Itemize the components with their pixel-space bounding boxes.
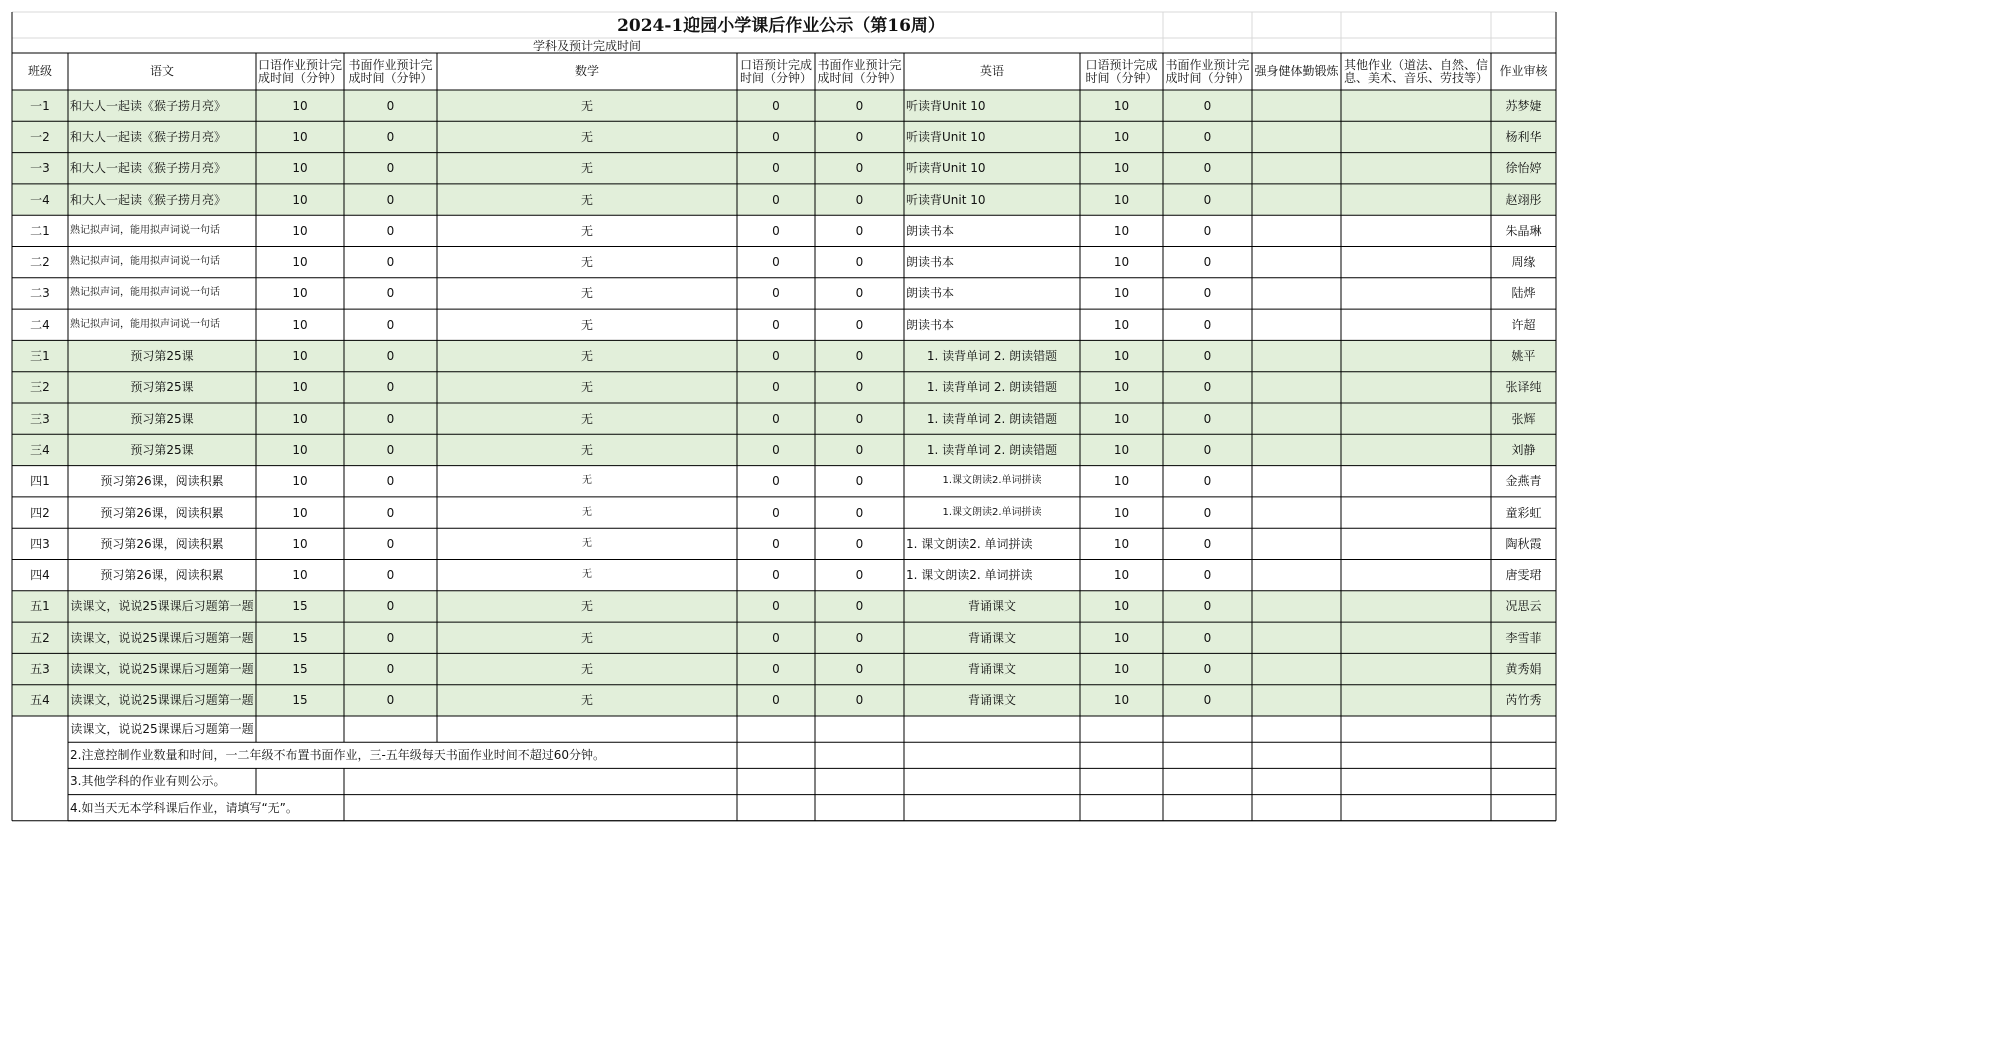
chinese-homework-cell[interactable]: 和大人一起读《猴子捞月亮》 bbox=[70, 161, 227, 176]
english-homework-cell[interactable]: 1. 读背单词 2. 朗读错题 bbox=[926, 442, 1058, 457]
english-written-time-cell[interactable]: 0 bbox=[1203, 568, 1212, 583]
english-homework-cell[interactable]: 1.课文朗读2.单词拼读 bbox=[942, 506, 1042, 518]
english-homework-cell[interactable]: 听读背Unit 10 bbox=[906, 192, 986, 207]
exercise-cell[interactable] bbox=[1252, 497, 1341, 528]
chinese-oral-time-cell[interactable]: 10 bbox=[292, 192, 308, 207]
math-oral-time-cell[interactable]: 0 bbox=[772, 662, 780, 677]
other-homework-cell[interactable] bbox=[1341, 560, 1491, 591]
english-written-time-cell[interactable]: 0 bbox=[1203, 599, 1212, 614]
header-chinese-written-time[interactable]: 书面作业预计完成时间（分钟） bbox=[348, 57, 433, 85]
english-homework-cell[interactable]: 背诵课文 bbox=[967, 599, 1016, 614]
other-homework-cell[interactable] bbox=[1341, 434, 1491, 465]
reviewer-cell[interactable]: 许超 bbox=[1511, 317, 1536, 332]
note-4[interactable]: 4.如当天无本学科课后作业，请填写“无”。 bbox=[70, 800, 298, 815]
exercise-cell[interactable] bbox=[1252, 121, 1341, 152]
chinese-homework-cell[interactable]: 预习第25课 bbox=[130, 380, 194, 395]
class-cell[interactable]: 一1 bbox=[30, 98, 50, 113]
class-cell[interactable]: 二1 bbox=[30, 223, 50, 238]
chinese-homework-cell[interactable]: 预习第25课 bbox=[130, 442, 194, 457]
chinese-written-time-cell[interactable]: 0 bbox=[386, 474, 395, 489]
class-cell[interactable]: 一3 bbox=[30, 161, 50, 176]
english-written-time-cell[interactable]: 0 bbox=[1203, 536, 1212, 551]
chinese-homework-cell[interactable]: 熟记拟声词，能用拟声词说一句话 bbox=[70, 318, 220, 330]
header-exercise[interactable]: 强身健体勤锻炼 bbox=[1254, 64, 1339, 78]
math-oral-time-cell[interactable]: 0 bbox=[772, 317, 780, 332]
math-oral-time-cell[interactable]: 0 bbox=[772, 255, 780, 270]
class-cell[interactable]: 二3 bbox=[30, 286, 50, 301]
chinese-homework-cell[interactable]: 和大人一起读《猴子捞月亮》 bbox=[70, 129, 227, 144]
chinese-written-time-cell[interactable]: 0 bbox=[386, 349, 395, 364]
chinese-oral-time-cell[interactable]: 10 bbox=[292, 129, 308, 144]
chinese-oral-time-cell[interactable]: 10 bbox=[292, 286, 308, 301]
header-math-oral-time[interactable]: 口语预计完成时间（分钟） bbox=[739, 57, 812, 85]
math-homework-cell[interactable]: 无 bbox=[580, 442, 593, 457]
math-homework-cell[interactable]: 无 bbox=[580, 286, 593, 301]
math-homework-cell[interactable]: 无 bbox=[580, 599, 593, 614]
reviewer-cell[interactable]: 苏梦婕 bbox=[1505, 98, 1542, 113]
exercise-cell[interactable] bbox=[1252, 340, 1341, 371]
class-cell[interactable]: 五1 bbox=[30, 599, 50, 614]
class-cell[interactable]: 四4 bbox=[30, 568, 50, 583]
math-written-time-cell[interactable]: 0 bbox=[855, 380, 864, 395]
english-homework-cell[interactable]: 1.课文朗读2.单词拼读 bbox=[942, 475, 1042, 487]
chinese-homework-cell[interactable]: 读课文，说说25课课后习题第一题 bbox=[70, 693, 254, 708]
math-oral-time-cell[interactable]: 0 bbox=[772, 630, 780, 645]
reviewer-cell[interactable]: 陆烨 bbox=[1511, 286, 1536, 301]
other-homework-cell[interactable] bbox=[1341, 466, 1491, 497]
reviewer-cell[interactable]: 张辉 bbox=[1511, 411, 1536, 426]
math-homework-cell[interactable]: 无 bbox=[580, 693, 593, 708]
math-written-time-cell[interactable]: 0 bbox=[855, 630, 864, 645]
note-2[interactable]: 2.注意控制作业数量和时间，一二年级不布置书面作业，三-五年级每天书面作业时间不超过60分钟。 bbox=[70, 748, 606, 763]
english-oral-time-cell[interactable]: 10 bbox=[1113, 474, 1130, 489]
class-cell[interactable]: 一4 bbox=[30, 192, 50, 207]
english-oral-time-cell[interactable]: 10 bbox=[1113, 98, 1130, 113]
math-written-time-cell[interactable]: 0 bbox=[855, 286, 864, 301]
chinese-homework-cell[interactable]: 预习第26课，阅读积累 bbox=[100, 568, 224, 583]
other-homework-cell[interactable] bbox=[1341, 153, 1491, 184]
english-oral-time-cell[interactable]: 10 bbox=[1113, 380, 1130, 395]
math-homework-cell[interactable]: 无 bbox=[582, 475, 592, 487]
math-homework-cell[interactable]: 无 bbox=[580, 255, 593, 270]
chinese-homework-cell[interactable]: 和大人一起读《猴子捞月亮》 bbox=[70, 98, 227, 113]
reviewer-cell[interactable]: 金燕青 bbox=[1505, 474, 1542, 489]
reviewer-cell[interactable]: 刘静 bbox=[1511, 442, 1536, 457]
reviewer-cell[interactable]: 黄秀娟 bbox=[1505, 662, 1542, 677]
class-cell[interactable]: 五2 bbox=[30, 630, 50, 645]
math-oral-time-cell[interactable]: 0 bbox=[772, 286, 780, 301]
english-homework-cell[interactable]: 听读背Unit 10 bbox=[906, 161, 986, 176]
other-homework-cell[interactable] bbox=[1341, 278, 1491, 309]
english-homework-cell[interactable]: 1. 读背单词 2. 朗读错题 bbox=[926, 411, 1058, 426]
english-oral-time-cell[interactable]: 10 bbox=[1113, 349, 1130, 364]
english-homework-cell[interactable]: 朗读书本 bbox=[906, 223, 955, 238]
math-written-time-cell[interactable]: 0 bbox=[855, 223, 864, 238]
math-homework-cell[interactable]: 无 bbox=[580, 411, 593, 426]
other-homework-cell[interactable] bbox=[1341, 685, 1491, 716]
chinese-oral-time-cell[interactable]: 10 bbox=[292, 411, 308, 426]
class-cell[interactable]: 五4 bbox=[30, 693, 50, 708]
chinese-oral-time-cell[interactable]: 10 bbox=[292, 505, 308, 520]
english-oral-time-cell[interactable]: 10 bbox=[1113, 129, 1130, 144]
chinese-written-time-cell[interactable]: 0 bbox=[386, 223, 395, 238]
english-oral-time-cell[interactable]: 10 bbox=[1113, 505, 1130, 520]
english-written-time-cell[interactable]: 0 bbox=[1203, 286, 1212, 301]
chinese-oral-time-cell[interactable]: 10 bbox=[292, 568, 308, 583]
english-homework-cell[interactable]: 听读背Unit 10 bbox=[906, 98, 986, 113]
math-homework-cell[interactable]: 无 bbox=[580, 380, 593, 395]
english-written-time-cell[interactable]: 0 bbox=[1203, 223, 1212, 238]
english-written-time-cell[interactable]: 0 bbox=[1203, 630, 1212, 645]
reviewer-cell[interactable]: 杨利华 bbox=[1505, 129, 1542, 144]
header-english-oral-time[interactable]: 口语预计完成时间（分钟） bbox=[1085, 57, 1158, 85]
chinese-written-time-cell[interactable]: 0 bbox=[386, 317, 395, 332]
class-cell[interactable]: 二4 bbox=[30, 317, 50, 332]
other-homework-cell[interactable] bbox=[1341, 528, 1491, 559]
english-written-time-cell[interactable]: 0 bbox=[1203, 255, 1212, 270]
math-homework-cell[interactable]: 无 bbox=[580, 223, 593, 238]
math-written-time-cell[interactable]: 0 bbox=[855, 161, 864, 176]
exercise-cell[interactable] bbox=[1252, 372, 1341, 403]
other-homework-cell[interactable] bbox=[1341, 247, 1491, 278]
chinese-homework-cell[interactable]: 熟记拟声词，能用拟声词说一句话 bbox=[70, 256, 220, 268]
header-other-homework[interactable]: 其他作业（道法、自然、信息、美术、音乐、劳技等） bbox=[1343, 57, 1488, 85]
header-english[interactable]: 英语 bbox=[979, 64, 1004, 78]
math-written-time-cell[interactable]: 0 bbox=[855, 599, 864, 614]
chinese-oral-time-cell[interactable]: 15 bbox=[292, 662, 308, 677]
chinese-written-time-cell[interactable]: 0 bbox=[386, 693, 395, 708]
chinese-written-time-cell[interactable]: 0 bbox=[386, 380, 395, 395]
header-reviewer[interactable]: 作业审核 bbox=[1499, 64, 1548, 78]
reviewer-cell[interactable]: 赵翊彤 bbox=[1505, 192, 1542, 207]
other-homework-cell[interactable] bbox=[1341, 372, 1491, 403]
math-written-time-cell[interactable]: 0 bbox=[855, 505, 864, 520]
other-homework-cell[interactable] bbox=[1341, 403, 1491, 434]
reviewer-cell[interactable]: 朱晶琳 bbox=[1505, 223, 1542, 238]
exercise-cell[interactable] bbox=[1252, 90, 1341, 121]
other-homework-cell[interactable] bbox=[1341, 340, 1491, 371]
english-written-time-cell[interactable]: 0 bbox=[1203, 505, 1212, 520]
math-homework-cell[interactable]: 无 bbox=[580, 662, 593, 677]
exercise-cell[interactable] bbox=[1252, 591, 1341, 622]
math-written-time-cell[interactable]: 0 bbox=[855, 474, 864, 489]
class-cell[interactable]: 四2 bbox=[30, 505, 50, 520]
math-homework-cell[interactable]: 无 bbox=[580, 349, 593, 364]
math-oral-time-cell[interactable]: 0 bbox=[772, 411, 780, 426]
math-oral-time-cell[interactable]: 0 bbox=[772, 442, 780, 457]
math-written-time-cell[interactable]: 0 bbox=[855, 129, 864, 144]
reviewer-cell[interactable]: 张译纯 bbox=[1505, 380, 1542, 395]
chinese-written-time-cell[interactable]: 0 bbox=[386, 536, 395, 551]
english-oral-time-cell[interactable]: 10 bbox=[1113, 317, 1130, 332]
chinese-oral-time-cell[interactable]: 10 bbox=[292, 536, 308, 551]
math-written-time-cell[interactable]: 0 bbox=[855, 317, 864, 332]
chinese-oral-time-cell[interactable]: 10 bbox=[292, 98, 308, 113]
header-english-written-time[interactable]: 书面作业预计完成时间（分钟） bbox=[1165, 57, 1250, 85]
reviewer-cell[interactable]: 陶秋霞 bbox=[1505, 536, 1542, 551]
chinese-homework-cell[interactable]: 预习第25课 bbox=[130, 349, 194, 364]
class-cell[interactable]: 二2 bbox=[30, 255, 50, 270]
chinese-written-time-cell[interactable]: 0 bbox=[386, 161, 395, 176]
exercise-cell[interactable] bbox=[1252, 309, 1341, 340]
chinese-oral-time-cell[interactable]: 15 bbox=[292, 599, 308, 614]
exercise-cell[interactable] bbox=[1252, 685, 1341, 716]
english-homework-cell[interactable]: 朗读书本 bbox=[906, 317, 955, 332]
chinese-homework-cell[interactable]: 预习第26课，阅读积累 bbox=[100, 505, 224, 520]
english-oral-time-cell[interactable]: 10 bbox=[1113, 630, 1130, 645]
chinese-written-time-cell[interactable]: 0 bbox=[386, 192, 395, 207]
math-oral-time-cell[interactable]: 0 bbox=[772, 223, 780, 238]
class-cell[interactable]: 三3 bbox=[30, 411, 50, 426]
reviewer-cell[interactable]: 徐怡婷 bbox=[1505, 161, 1542, 176]
english-written-time-cell[interactable]: 0 bbox=[1203, 411, 1212, 426]
math-oral-time-cell[interactable]: 0 bbox=[772, 474, 780, 489]
chinese-oral-time-cell[interactable]: 10 bbox=[292, 442, 308, 457]
english-written-time-cell[interactable]: 0 bbox=[1203, 129, 1212, 144]
exercise-cell[interactable] bbox=[1252, 622, 1341, 653]
math-oral-time-cell[interactable]: 0 bbox=[772, 129, 780, 144]
english-homework-cell[interactable]: 背诵课文 bbox=[967, 630, 1016, 645]
english-written-time-cell[interactable]: 0 bbox=[1203, 192, 1212, 207]
english-homework-cell[interactable]: 朗读书本 bbox=[906, 286, 955, 301]
math-oral-time-cell[interactable]: 0 bbox=[772, 568, 780, 583]
class-cell[interactable]: 三2 bbox=[30, 380, 50, 395]
math-homework-cell[interactable]: 无 bbox=[580, 161, 593, 176]
english-homework-cell[interactable]: 1. 课文朗读2. 单词拼读 bbox=[906, 568, 1033, 583]
english-written-time-cell[interactable]: 0 bbox=[1203, 317, 1212, 332]
english-written-time-cell[interactable]: 0 bbox=[1203, 349, 1212, 364]
header-chinese-oral-time[interactable]: 口语作业预计完成时间（分钟） bbox=[257, 57, 342, 85]
math-homework-cell[interactable]: 无 bbox=[580, 98, 593, 113]
exercise-cell[interactable] bbox=[1252, 247, 1341, 278]
math-written-time-cell[interactable]: 0 bbox=[855, 411, 864, 426]
math-oral-time-cell[interactable]: 0 bbox=[772, 98, 780, 113]
english-homework-cell[interactable]: 背诵课文 bbox=[967, 693, 1016, 708]
math-written-time-cell[interactable]: 0 bbox=[855, 98, 864, 113]
math-homework-cell[interactable]: 无 bbox=[582, 569, 592, 581]
note-1[interactable]: 读课文，说说25课课后习题第一题 bbox=[70, 722, 254, 737]
class-cell[interactable]: 三4 bbox=[30, 442, 50, 457]
chinese-written-time-cell[interactable]: 0 bbox=[386, 662, 395, 677]
chinese-written-time-cell[interactable]: 0 bbox=[386, 442, 395, 457]
english-homework-cell[interactable]: 朗读书本 bbox=[906, 255, 955, 270]
chinese-oral-time-cell[interactable]: 15 bbox=[292, 693, 308, 708]
english-oral-time-cell[interactable]: 10 bbox=[1113, 536, 1130, 551]
reviewer-cell[interactable]: 童彩虹 bbox=[1505, 505, 1542, 520]
english-homework-cell[interactable]: 听读背Unit 10 bbox=[906, 129, 986, 144]
math-oral-time-cell[interactable]: 0 bbox=[772, 693, 780, 708]
exercise-cell[interactable] bbox=[1252, 466, 1341, 497]
reviewer-cell[interactable]: 芮竹秀 bbox=[1505, 693, 1542, 708]
math-oral-time-cell[interactable]: 0 bbox=[772, 380, 780, 395]
math-oral-time-cell[interactable]: 0 bbox=[772, 192, 780, 207]
chinese-homework-cell[interactable]: 读课文，说说25课课后习题第一题 bbox=[70, 599, 254, 614]
exercise-cell[interactable] bbox=[1252, 153, 1341, 184]
other-homework-cell[interactable] bbox=[1341, 90, 1491, 121]
chinese-written-time-cell[interactable]: 0 bbox=[386, 286, 395, 301]
math-written-time-cell[interactable]: 0 bbox=[855, 693, 864, 708]
english-oral-time-cell[interactable]: 10 bbox=[1113, 442, 1130, 457]
english-oral-time-cell[interactable]: 10 bbox=[1113, 223, 1130, 238]
math-written-time-cell[interactable]: 0 bbox=[855, 662, 864, 677]
exercise-cell[interactable] bbox=[1252, 278, 1341, 309]
other-homework-cell[interactable] bbox=[1341, 184, 1491, 215]
reviewer-cell[interactable]: 周缘 bbox=[1511, 255, 1536, 270]
chinese-homework-cell[interactable]: 和大人一起读《猴子捞月亮》 bbox=[70, 192, 227, 207]
english-homework-cell[interactable]: 1. 读背单词 2. 朗读错题 bbox=[926, 349, 1058, 364]
other-homework-cell[interactable] bbox=[1341, 309, 1491, 340]
chinese-homework-cell[interactable]: 熟记拟声词，能用拟声词说一句话 bbox=[70, 224, 220, 236]
english-written-time-cell[interactable]: 0 bbox=[1203, 442, 1212, 457]
english-written-time-cell[interactable]: 0 bbox=[1203, 161, 1212, 176]
class-cell[interactable]: 五3 bbox=[30, 662, 50, 677]
chinese-homework-cell[interactable]: 读课文，说说25课课后习题第一题 bbox=[70, 662, 254, 677]
math-written-time-cell[interactable]: 0 bbox=[855, 536, 864, 551]
exercise-cell[interactable] bbox=[1252, 403, 1341, 434]
math-written-time-cell[interactable]: 0 bbox=[855, 255, 864, 270]
math-homework-cell[interactable]: 无 bbox=[580, 192, 593, 207]
english-oral-time-cell[interactable]: 10 bbox=[1113, 662, 1130, 677]
sheet-subtitle: 学科及预计完成时间 bbox=[532, 38, 641, 53]
note-3[interactable]: 3.其他学科的作业有则公示。 bbox=[70, 774, 226, 789]
english-homework-cell[interactable]: 1. 读背单词 2. 朗读错题 bbox=[926, 380, 1058, 395]
math-homework-cell[interactable]: 无 bbox=[582, 506, 592, 518]
other-homework-cell[interactable] bbox=[1341, 215, 1491, 246]
english-oral-time-cell[interactable]: 10 bbox=[1113, 192, 1130, 207]
chinese-oral-time-cell[interactable]: 15 bbox=[292, 630, 308, 645]
chinese-written-time-cell[interactable]: 0 bbox=[386, 599, 395, 614]
english-oral-time-cell[interactable]: 10 bbox=[1113, 568, 1130, 583]
english-oral-time-cell[interactable]: 10 bbox=[1113, 599, 1130, 614]
chinese-written-time-cell[interactable]: 0 bbox=[386, 129, 395, 144]
english-written-time-cell[interactable]: 0 bbox=[1203, 474, 1212, 489]
other-homework-cell[interactable] bbox=[1341, 622, 1491, 653]
chinese-written-time-cell[interactable]: 0 bbox=[386, 568, 395, 583]
chinese-oral-time-cell[interactable]: 10 bbox=[292, 380, 308, 395]
chinese-oral-time-cell[interactable]: 10 bbox=[292, 349, 308, 364]
chinese-homework-cell[interactable]: 预习第25课 bbox=[130, 411, 194, 426]
reviewer-cell[interactable]: 李雪菲 bbox=[1505, 630, 1542, 645]
english-oral-time-cell[interactable]: 10 bbox=[1113, 255, 1130, 270]
header-math-written-time[interactable]: 书面作业预计完成时间（分钟） bbox=[817, 57, 902, 85]
english-homework-cell[interactable]: 背诵课文 bbox=[967, 662, 1016, 677]
math-oral-time-cell[interactable]: 0 bbox=[772, 536, 780, 551]
chinese-homework-cell[interactable]: 读课文，说说25课课后习题第一题 bbox=[70, 630, 254, 645]
other-homework-cell[interactable] bbox=[1341, 121, 1491, 152]
english-oral-time-cell[interactable]: 10 bbox=[1113, 286, 1130, 301]
math-written-time-cell[interactable]: 0 bbox=[855, 442, 864, 457]
english-written-time-cell[interactable]: 0 bbox=[1203, 98, 1212, 113]
other-homework-cell[interactable] bbox=[1341, 497, 1491, 528]
reviewer-cell[interactable]: 唐雯珺 bbox=[1505, 568, 1542, 583]
exercise-cell[interactable] bbox=[1252, 528, 1341, 559]
reviewer-cell[interactable]: 姚平 bbox=[1511, 349, 1536, 364]
exercise-cell[interactable] bbox=[1252, 215, 1341, 246]
english-oral-time-cell[interactable]: 10 bbox=[1113, 411, 1130, 426]
exercise-cell[interactable] bbox=[1252, 560, 1341, 591]
english-oral-time-cell[interactable]: 10 bbox=[1113, 161, 1130, 176]
english-oral-time-cell[interactable]: 10 bbox=[1113, 693, 1130, 708]
math-homework-cell[interactable]: 无 bbox=[580, 317, 593, 332]
sheet-title: 2024-1迎园小学课后作业公示（第16周） bbox=[617, 16, 945, 36]
header-chinese[interactable]: 语文 bbox=[149, 64, 174, 78]
math-written-time-cell[interactable]: 0 bbox=[855, 349, 864, 364]
math-homework-cell[interactable]: 无 bbox=[580, 129, 593, 144]
english-written-time-cell[interactable]: 0 bbox=[1203, 662, 1212, 677]
exercise-cell[interactable] bbox=[1252, 653, 1341, 684]
english-written-time-cell[interactable]: 0 bbox=[1203, 380, 1212, 395]
chinese-homework-cell[interactable]: 熟记拟声词，能用拟声词说一句话 bbox=[70, 287, 220, 299]
math-oral-time-cell[interactable]: 0 bbox=[772, 349, 780, 364]
header-math[interactable]: 数学 bbox=[574, 64, 599, 78]
header-class[interactable]: 班级 bbox=[27, 64, 52, 78]
math-homework-cell[interactable]: 无 bbox=[582, 537, 592, 549]
math-oral-time-cell[interactable]: 0 bbox=[772, 161, 780, 176]
chinese-oral-time-cell[interactable]: 10 bbox=[292, 474, 308, 489]
class-cell[interactable]: 三1 bbox=[30, 349, 50, 364]
chinese-written-time-cell[interactable]: 0 bbox=[386, 98, 395, 113]
exercise-cell[interactable] bbox=[1252, 434, 1341, 465]
math-oral-time-cell[interactable]: 0 bbox=[772, 505, 780, 520]
math-oral-time-cell[interactable]: 0 bbox=[772, 599, 780, 614]
chinese-written-time-cell[interactable]: 0 bbox=[386, 505, 395, 520]
math-written-time-cell[interactable]: 0 bbox=[855, 568, 864, 583]
class-cell[interactable]: 一2 bbox=[30, 129, 50, 144]
chinese-oral-time-cell[interactable]: 10 bbox=[292, 161, 308, 176]
chinese-homework-cell[interactable]: 预习第26课，阅读积累 bbox=[100, 536, 224, 551]
class-cell[interactable]: 四1 bbox=[30, 474, 50, 489]
math-homework-cell[interactable]: 无 bbox=[580, 630, 593, 645]
chinese-written-time-cell[interactable]: 0 bbox=[386, 630, 395, 645]
other-homework-cell[interactable] bbox=[1341, 653, 1491, 684]
reviewer-cell[interactable]: 况思云 bbox=[1505, 599, 1542, 614]
chinese-oral-time-cell[interactable]: 10 bbox=[292, 255, 308, 270]
chinese-written-time-cell[interactable]: 0 bbox=[386, 255, 395, 270]
exercise-cell[interactable] bbox=[1252, 184, 1341, 215]
chinese-oral-time-cell[interactable]: 10 bbox=[292, 223, 308, 238]
chinese-written-time-cell[interactable]: 0 bbox=[386, 411, 395, 426]
other-homework-cell[interactable] bbox=[1341, 591, 1491, 622]
class-cell[interactable]: 四3 bbox=[30, 536, 50, 551]
english-written-time-cell[interactable]: 0 bbox=[1203, 693, 1212, 708]
chinese-homework-cell[interactable]: 预习第26课，阅读积累 bbox=[100, 474, 224, 489]
english-homework-cell[interactable]: 1. 课文朗读2. 单词拼读 bbox=[906, 536, 1033, 551]
chinese-oral-time-cell[interactable]: 10 bbox=[292, 317, 308, 332]
math-written-time-cell[interactable]: 0 bbox=[855, 192, 864, 207]
